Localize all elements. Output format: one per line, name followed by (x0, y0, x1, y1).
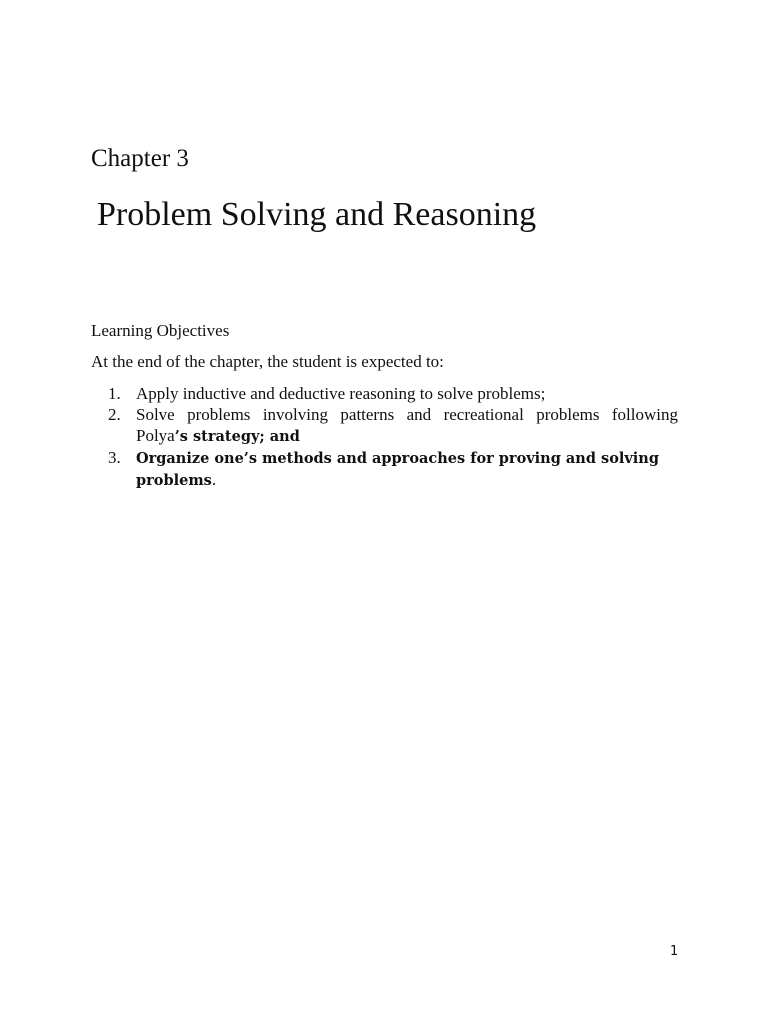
objectives-intro-text: At the end of the chapter, the student is expected to: (91, 352, 444, 371)
page-number: 1 (670, 944, 679, 959)
objective-item (108, 383, 678, 404)
objective-number: 1. (108, 384, 121, 403)
learning-objectives-heading: Learning Objectives (91, 321, 230, 340)
objectives-list (108, 383, 678, 491)
objective-text-plain: Polya (136, 426, 175, 445)
objective-item (108, 447, 678, 491)
objective-text-line (136, 426, 300, 445)
objective-text-bold: Organize one’s methods and approaches for proving and solving problems (136, 450, 659, 489)
objective-number: 3. (108, 448, 121, 467)
objective-text-tail: . (211, 470, 217, 489)
chapter-label: Chapter 3 (91, 145, 189, 172)
objective-text-line: Solve problems involving patterns and recreational problems following (136, 405, 678, 424)
objective-text-bold: ’s strategy; and (174, 428, 300, 445)
chapter-title: Problem Solving and Reasoning (97, 196, 537, 233)
objective-number: 2. (108, 405, 121, 424)
objective-text: Apply inductive and deductive reasoning to solve problems; (136, 384, 546, 403)
objective-item (108, 404, 678, 447)
